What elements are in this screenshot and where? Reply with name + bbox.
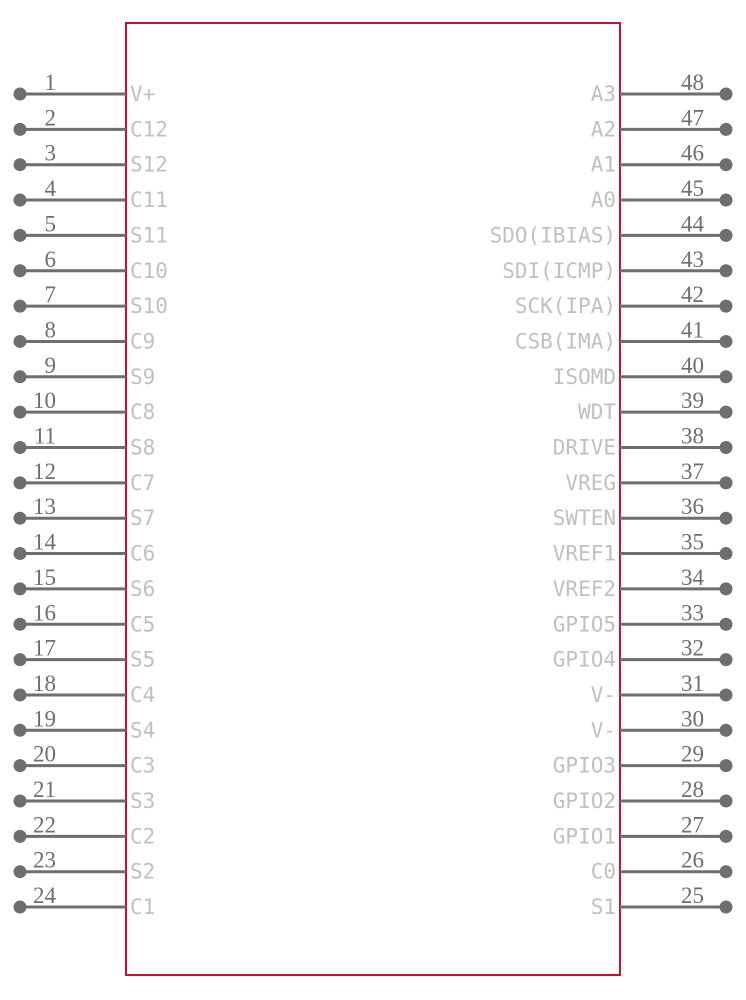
pin-terminal-dot	[14, 300, 27, 313]
pin-name: C11	[130, 188, 168, 213]
pin-name: C7	[130, 470, 156, 495]
pin-number: 41	[681, 317, 704, 343]
pin-number: 39	[681, 388, 704, 414]
pin-name: A1	[590, 152, 616, 177]
pin-number: 23	[33, 847, 56, 873]
pin-24	[14, 883, 156, 919]
pin-29	[553, 742, 733, 778]
pin-name: S1	[590, 895, 616, 920]
pin-terminal-dot	[720, 547, 733, 560]
pin-name: S6	[130, 576, 156, 601]
pin-name: S9	[130, 364, 156, 389]
pin-number: 13	[33, 494, 56, 520]
pin-number: 22	[33, 812, 56, 838]
pin-number: 35	[681, 529, 704, 555]
pin-3	[14, 141, 168, 177]
pin-number: 33	[681, 600, 704, 626]
pin-6	[14, 247, 168, 283]
pin-terminal-dot	[14, 759, 27, 772]
pin-number: 17	[33, 635, 56, 661]
pin-32	[553, 636, 733, 672]
pin-7	[14, 282, 168, 318]
pin-26	[591, 848, 733, 884]
pin-47	[591, 105, 733, 141]
pin-number: 25	[681, 883, 704, 909]
pin-name: WDT	[578, 400, 616, 425]
pin-number: 38	[681, 423, 704, 449]
pin-terminal-dot	[14, 264, 27, 277]
pin-terminal-dot	[720, 618, 733, 631]
pin-number: 30	[681, 706, 704, 732]
pin-terminal-dot	[720, 229, 733, 242]
pin-terminal-dot	[14, 688, 27, 701]
pin-15	[14, 565, 156, 601]
pin-terminal-dot	[720, 688, 733, 701]
pin-number: 4	[44, 176, 56, 202]
pin-14	[14, 530, 156, 566]
pin-number: 7	[44, 282, 56, 308]
pin-number: 6	[44, 246, 56, 272]
pin-33	[553, 600, 733, 636]
pin-37	[565, 459, 732, 495]
pin-terminal-dot	[720, 158, 733, 171]
pin-number: 8	[44, 317, 56, 343]
pin-name: V+	[130, 82, 156, 106]
pin-terminal-dot	[14, 476, 27, 489]
pin-terminal-dot	[14, 830, 27, 843]
pin-number: 43	[681, 246, 704, 272]
pin-number: 29	[681, 741, 704, 767]
pin-name: A3	[590, 82, 616, 106]
pin-number: 21	[33, 777, 56, 802]
pin-number: 36	[681, 494, 704, 520]
pin-number: 12	[33, 458, 56, 484]
pin-21	[14, 777, 156, 813]
pin-number: 11	[33, 423, 56, 449]
pin-name: SWTEN	[552, 506, 616, 531]
pin-terminal-dot	[720, 123, 733, 136]
right-pin-group	[490, 70, 733, 919]
pin-1	[14, 70, 156, 106]
pin-34	[553, 565, 733, 601]
pin-23	[14, 848, 156, 884]
pin-name: S10	[130, 294, 168, 319]
pin-name: C10	[130, 258, 168, 283]
pin-name: V-	[590, 682, 616, 707]
pin-terminal-dot	[14, 865, 27, 878]
pin-13	[14, 494, 156, 530]
pin-8	[14, 317, 156, 353]
pin-42	[515, 282, 733, 318]
pin-name: ISOMD	[552, 364, 616, 389]
pin-terminal-dot	[14, 618, 27, 631]
pin-10	[14, 388, 156, 424]
pin-name: A2	[590, 117, 616, 142]
pin-number: 14	[33, 529, 56, 555]
left-pin-group	[14, 70, 168, 919]
pin-41	[515, 317, 733, 353]
pin-39	[578, 388, 732, 424]
pin-terminal-dot	[14, 370, 27, 383]
pin-number: 24	[33, 883, 56, 909]
pin-number: 31	[681, 670, 704, 696]
pin-number: 44	[681, 211, 704, 237]
pin-name: DRIVE	[552, 435, 616, 460]
pin-name: SCK(IPA)	[514, 294, 616, 319]
pin-number: 40	[681, 352, 704, 378]
pin-number: 45	[681, 176, 704, 202]
pin-name: VREG	[565, 470, 616, 495]
pin-terminal-dot	[720, 653, 733, 666]
pin-5	[14, 211, 168, 247]
pin-terminal-dot	[14, 406, 27, 419]
pin-name: C5	[130, 612, 156, 637]
pin-terminal-dot	[14, 724, 27, 737]
pin-name: C4	[130, 682, 156, 707]
pin-number: 16	[33, 600, 56, 626]
pin-name: VREF1	[552, 541, 616, 566]
pin-terminal-dot	[720, 335, 733, 348]
pin-35	[553, 530, 733, 566]
pin-terminal-dot	[720, 865, 733, 878]
pin-terminal-dot	[720, 441, 733, 454]
pin-44	[490, 211, 733, 247]
pin-20	[14, 742, 156, 778]
pin-name: S3	[130, 789, 156, 813]
pin-terminal-dot	[14, 88, 27, 101]
pin-name: C6	[130, 541, 156, 566]
pin-terminal-dot	[720, 370, 733, 383]
pin-11	[14, 424, 156, 460]
pin-terminal-dot	[14, 123, 27, 136]
pin-name: C3	[130, 753, 156, 778]
pin-terminal-dot	[720, 795, 733, 808]
pin-number: 5	[44, 211, 56, 237]
pin-terminal-dot	[720, 724, 733, 737]
pin-number: 10	[33, 388, 56, 414]
pin-2	[14, 105, 168, 141]
pin-name: S11	[130, 223, 168, 248]
pin-number: 32	[681, 635, 704, 661]
pin-terminal-dot	[720, 582, 733, 595]
pin-18	[14, 671, 156, 707]
pin-name: GPIO2	[552, 789, 616, 813]
pin-terminal-dot	[14, 335, 27, 348]
pin-terminal-dot	[14, 582, 27, 595]
pin-number: 34	[681, 564, 704, 590]
pin-number: 9	[44, 352, 56, 378]
pin-name: GPIO4	[552, 647, 616, 672]
pin-number: 19	[33, 706, 56, 732]
pin-terminal-dot	[14, 158, 27, 171]
pin-name: S2	[130, 859, 156, 884]
pin-terminal-dot	[14, 901, 27, 914]
pin-19	[14, 706, 156, 742]
pin-9	[14, 353, 156, 389]
pin-number: 20	[33, 741, 56, 767]
pin-name: S8	[130, 435, 156, 460]
pin-45	[591, 176, 733, 212]
pin-name: S7	[130, 506, 156, 531]
pin-name: C1	[130, 895, 156, 920]
pin-number: 15	[33, 564, 56, 590]
pin-terminal-dot	[720, 88, 733, 101]
pin-number: 27	[681, 812, 704, 838]
pin-name: GPIO5	[552, 612, 616, 637]
pin-number: 18	[33, 670, 56, 696]
pin-31	[591, 671, 733, 707]
pin-terminal-dot	[14, 441, 27, 454]
pin-name: C9	[130, 329, 156, 354]
pin-number: 48	[681, 70, 704, 95]
pin-12	[14, 459, 156, 495]
pin-terminal-dot	[14, 512, 27, 525]
pin-38	[553, 424, 733, 460]
pin-number: 26	[681, 847, 704, 873]
pin-number: 47	[681, 105, 704, 131]
pin-number: 42	[681, 282, 704, 308]
ic-body-outline	[126, 23, 620, 975]
pin-48	[591, 70, 733, 106]
pin-terminal-dot	[14, 194, 27, 207]
pin-40	[553, 353, 733, 389]
pin-terminal-dot	[720, 830, 733, 843]
pin-name: S12	[130, 152, 168, 177]
pin-name: A0	[590, 188, 616, 213]
pin-name: CSB(IMA)	[514, 329, 616, 354]
pin-16	[14, 600, 156, 636]
pin-30	[591, 706, 733, 742]
pin-name: SDO(IBIAS)	[489, 223, 616, 248]
pin-4	[14, 176, 168, 212]
pin-name: C0	[590, 859, 616, 884]
pin-terminal-dot	[14, 653, 27, 666]
pin-name: C2	[130, 824, 156, 849]
pin-25	[591, 883, 733, 919]
pin-terminal-dot	[720, 406, 733, 419]
pin-name: S5	[130, 647, 156, 672]
pin-number: 28	[681, 777, 704, 802]
pin-terminal-dot	[720, 264, 733, 277]
pin-27	[553, 812, 733, 848]
pin-name: C8	[130, 400, 156, 425]
pin-terminal-dot	[720, 901, 733, 914]
pin-28	[553, 777, 733, 813]
pin-number: 3	[44, 140, 56, 166]
pin-terminal-dot	[14, 795, 27, 808]
pin-name: GPIO3	[552, 753, 616, 778]
pin-46	[591, 141, 733, 177]
pin-22	[14, 812, 156, 848]
pin-name: V-	[590, 718, 616, 743]
pin-number: 1	[44, 70, 56, 95]
pin-name: SDI(ICMP)	[502, 258, 616, 283]
pin-terminal-dot	[720, 194, 733, 207]
pin-terminal-dot	[720, 300, 733, 313]
pin-name: VREF2	[552, 576, 616, 601]
pin-name: C12	[130, 117, 168, 142]
pin-number: 46	[681, 140, 704, 166]
pin-number: 2	[44, 105, 56, 131]
pin-number: 37	[681, 458, 704, 484]
pin-terminal-dot	[720, 512, 733, 525]
pin-17	[14, 636, 156, 672]
pin-name: GPIO1	[552, 824, 616, 849]
pin-terminal-dot	[720, 476, 733, 489]
pin-terminal-dot	[14, 229, 27, 242]
pin-terminal-dot	[14, 547, 27, 560]
pin-terminal-dot	[720, 759, 733, 772]
pin-name: S4	[130, 718, 156, 743]
pin-43	[502, 247, 732, 283]
pin-36	[553, 494, 733, 530]
